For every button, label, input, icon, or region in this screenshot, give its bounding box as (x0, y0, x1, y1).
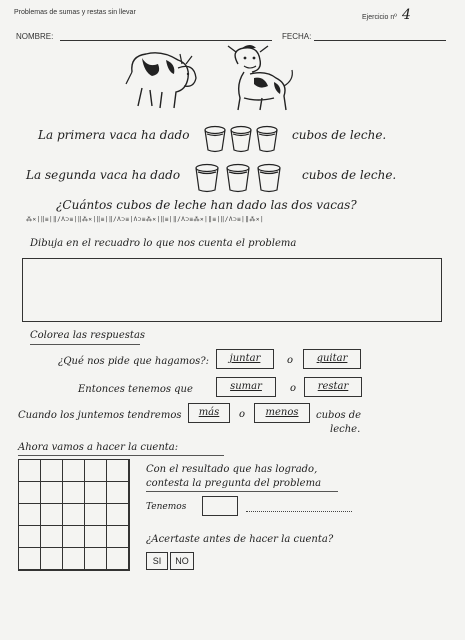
problem-question: ¿Cuántos cubos de leche han dado las dos vacas? (56, 198, 357, 212)
drawing-box[interactable] (22, 258, 442, 322)
no-box[interactable]: NO (170, 552, 194, 570)
answer-sumar[interactable]: sumar (216, 377, 276, 397)
problem-line-1-start: La primera vaca ha dado (38, 128, 190, 142)
milk-buckets-group-1 (203, 124, 279, 156)
or-2: o (290, 383, 297, 394)
date-field-line[interactable] (314, 40, 446, 41)
guess-question: ¿Acertaste antes de hacer la cuenta? (146, 534, 334, 545)
bucket-icon (231, 127, 251, 152)
or-1: o (287, 355, 294, 366)
date-label: FECHA: (282, 32, 312, 41)
bucket-icon (257, 127, 277, 152)
question-2: Entonces tenemos que (78, 384, 193, 395)
calc-grid[interactable] (18, 459, 130, 571)
cow-illustration-right (214, 40, 296, 114)
result-line-2: contesta la pregunta del problema (146, 478, 322, 489)
or-3: o (239, 409, 246, 420)
question-1: ¿Qué nos pide que hagamos?: (58, 356, 210, 367)
problem-line-2-start: La segunda vaca ha dado (26, 168, 181, 182)
answer-mas[interactable]: más (188, 403, 230, 423)
answer-juntar[interactable]: juntar (216, 349, 274, 369)
draw-instruction: Dibuja en el recuadro lo que nos cuenta el problema (30, 238, 297, 249)
name-label: NOMBRE: (16, 32, 54, 41)
problem-line-2-end: cubos de leche. (302, 168, 397, 182)
question-3-end-2: leche. (330, 424, 361, 435)
result-line-1: Con el resultado que has logrado, (146, 464, 318, 475)
tenemos-label: Tenemos (146, 502, 187, 512)
color-title: Colorea las respuestas (30, 330, 146, 341)
answer-number-box[interactable] (202, 496, 238, 516)
exercise-number: 4 (402, 7, 411, 23)
answer-quitar[interactable]: quitar (303, 349, 361, 369)
answer-menos[interactable]: menos (254, 403, 310, 423)
yes-box[interactable]: SI (146, 552, 168, 570)
color-title-underline (30, 344, 140, 345)
result-underline (146, 491, 338, 492)
bucket-icon (227, 165, 249, 192)
question-3-start: Cuando los juntemos tendremos (18, 410, 182, 421)
cow-illustration-left (122, 42, 202, 114)
bucket-icon (196, 165, 218, 192)
milk-buckets-group-2 (194, 162, 284, 196)
code-line: ⁂✕|‖≡|‖/Λ⊃≡|‖⁂✕|‖≡|‖/Λ⊃≡|Λ⊃≡⁂✕|‖≡|‖/Λ⊃≡⁂✕|‖≡|‖/Λ⊃≡|‖⁂✕| (26, 216, 265, 223)
bucket-icon (205, 127, 225, 152)
bucket-icon (258, 165, 280, 192)
problem-line-1-end: cubos de leche. (292, 128, 387, 142)
exercise-label: Ejercicio nº (362, 14, 397, 21)
answer-restar[interactable]: restar (304, 377, 362, 397)
calc-title-underline (18, 455, 224, 456)
calc-title: Ahora vamos a hacer la cuenta: (18, 442, 179, 453)
worksheet-title: Problemas de sumas y restas sin llevar (14, 9, 136, 16)
answer-dotted-line[interactable] (246, 511, 352, 512)
question-3-end: cubos de (316, 410, 362, 421)
